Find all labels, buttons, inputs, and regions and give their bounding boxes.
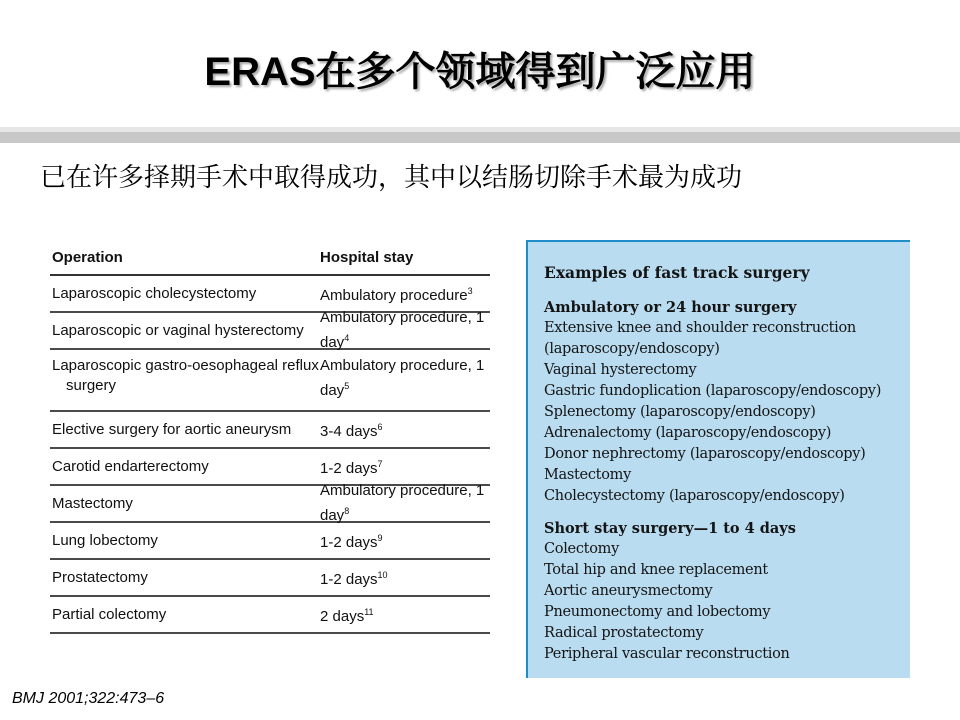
hospital-stay-value: 3-4 days bbox=[320, 423, 378, 440]
list-item: Aortic aneurysmectomy bbox=[544, 583, 713, 599]
operation-name: Laparoscopic cholecystectomy bbox=[52, 284, 257, 302]
operation-name: Partial colectomy bbox=[52, 605, 167, 623]
reference-number: 8 bbox=[344, 506, 350, 516]
hospital-stay-value: Ambulatory procedure, 1 day bbox=[320, 357, 485, 399]
list-item: Splenectomy (laparoscopy/endoscopy) bbox=[544, 404, 816, 420]
operation-name-continued: surgery bbox=[66, 377, 117, 394]
fast-track-title: Examples of fast track surgery bbox=[544, 263, 810, 282]
reference-number: 10 bbox=[377, 570, 388, 580]
operation-name: Lung lobectomy bbox=[52, 531, 158, 549]
operation-name: Laparoscopic gastro-oesophageal reflux bbox=[52, 357, 319, 374]
hospital-stay-cell bbox=[320, 281, 490, 306]
table-row bbox=[50, 560, 490, 597]
operation-cell bbox=[50, 321, 320, 341]
hospital-stay-cell bbox=[320, 602, 490, 627]
table-row bbox=[50, 350, 490, 412]
operation-cell bbox=[50, 531, 320, 551]
operation-name: Laparoscopic or vaginal hysterectomy bbox=[52, 321, 304, 339]
table-row bbox=[50, 597, 490, 634]
table-row bbox=[50, 523, 490, 560]
list-item: Cholecystectomy (laparoscopy/endoscopy) bbox=[544, 488, 845, 504]
operation-cell bbox=[50, 356, 320, 396]
hospital-stay-value: Ambulatory procedure, 1 day bbox=[320, 309, 485, 351]
list-item: Total hip and knee replacement bbox=[544, 562, 768, 578]
table-body bbox=[50, 276, 490, 634]
fast-track-section-heading: Short stay surgery—1 to 4 days bbox=[544, 520, 796, 537]
citation: BMJ 2001;322:473–6 bbox=[12, 690, 165, 707]
table-header-row bbox=[50, 242, 490, 276]
hospital-stay-cell bbox=[320, 308, 490, 353]
title-divider bbox=[0, 132, 960, 143]
hospital-stay-value: 1-2 days bbox=[320, 460, 378, 477]
slide-title: ERAS在多个领域得到广泛应用 bbox=[204, 50, 756, 94]
list-item: Adrenalectomy (laparoscopy/endoscopy) bbox=[544, 425, 832, 441]
operation-cell bbox=[50, 605, 320, 625]
fast-track-sections bbox=[544, 298, 910, 665]
list-item: Donor nephrectomy (laparoscopy/endoscopy) bbox=[544, 446, 866, 462]
operation-cell bbox=[50, 494, 320, 514]
fast-track-box bbox=[526, 240, 910, 678]
reference-number: 9 bbox=[377, 533, 383, 543]
hospital-stay-table bbox=[50, 242, 490, 634]
hospital-stay-value: 1-2 days bbox=[320, 571, 378, 588]
list-item: Pneumonectomy and lobectomy bbox=[544, 604, 771, 620]
hospital-stay-cell bbox=[320, 356, 490, 401]
list-item: Extensive knee and shoulder reconstruction bbox=[544, 320, 856, 336]
reference-number: 7 bbox=[377, 459, 383, 469]
hospital-stay-cell bbox=[320, 454, 490, 479]
hospital-stay-cell bbox=[320, 528, 490, 553]
hospital-stay-cell bbox=[320, 565, 490, 590]
operation-cell bbox=[50, 568, 320, 588]
table-row bbox=[50, 309, 490, 351]
list-item: Gastric fundoplication (laparoscopy/endoscopy) bbox=[544, 383, 882, 399]
section-gap bbox=[544, 507, 910, 519]
hospital-stay-value: Ambulatory procedure bbox=[320, 287, 468, 304]
operation-cell bbox=[50, 284, 320, 304]
slide-subtitle: 已在许多择期手术中取得成功，其中以结肠切除手术最为成功 bbox=[40, 163, 743, 193]
hospital-stay-value: 1-2 days bbox=[320, 534, 378, 551]
hospital-stay-cell bbox=[320, 481, 490, 526]
list-item: Mastectomy bbox=[544, 467, 631, 483]
hospital-stay-value: Ambulatory procedure, 1 day bbox=[320, 482, 485, 524]
header-operation: Operation bbox=[52, 249, 123, 266]
reference-number: 3 bbox=[467, 286, 473, 296]
reference-number: 5 bbox=[344, 381, 350, 391]
list-item: Colectomy bbox=[544, 541, 619, 557]
operation-cell bbox=[50, 457, 320, 477]
list-item: (laparoscopy/endoscopy) bbox=[544, 341, 720, 357]
reference-number: 11 bbox=[364, 607, 374, 617]
reference-number: 4 bbox=[344, 333, 350, 343]
table-row bbox=[50, 482, 490, 524]
hospital-stay-value: 2 days bbox=[320, 608, 365, 625]
operation-name: Carotid endarterectomy bbox=[52, 457, 209, 475]
list-item: Peripheral vascular reconstruction bbox=[544, 646, 790, 662]
operation-cell bbox=[50, 420, 320, 440]
operation-name: Mastectomy bbox=[52, 494, 133, 512]
operation-name: Elective surgery for aortic aneurysm bbox=[52, 420, 292, 438]
fast-track-section-heading: Ambulatory or 24 hour surgery bbox=[544, 299, 797, 316]
operation-name: Prostatectomy bbox=[52, 568, 148, 586]
reference-number: 6 bbox=[377, 422, 383, 432]
header-hospital-stay: Hospital stay bbox=[320, 249, 414, 266]
table-row bbox=[50, 412, 490, 449]
list-item: Radical prostatectomy bbox=[544, 625, 704, 641]
hospital-stay-cell bbox=[320, 417, 490, 442]
list-item: Vaginal hysterectomy bbox=[544, 362, 697, 378]
